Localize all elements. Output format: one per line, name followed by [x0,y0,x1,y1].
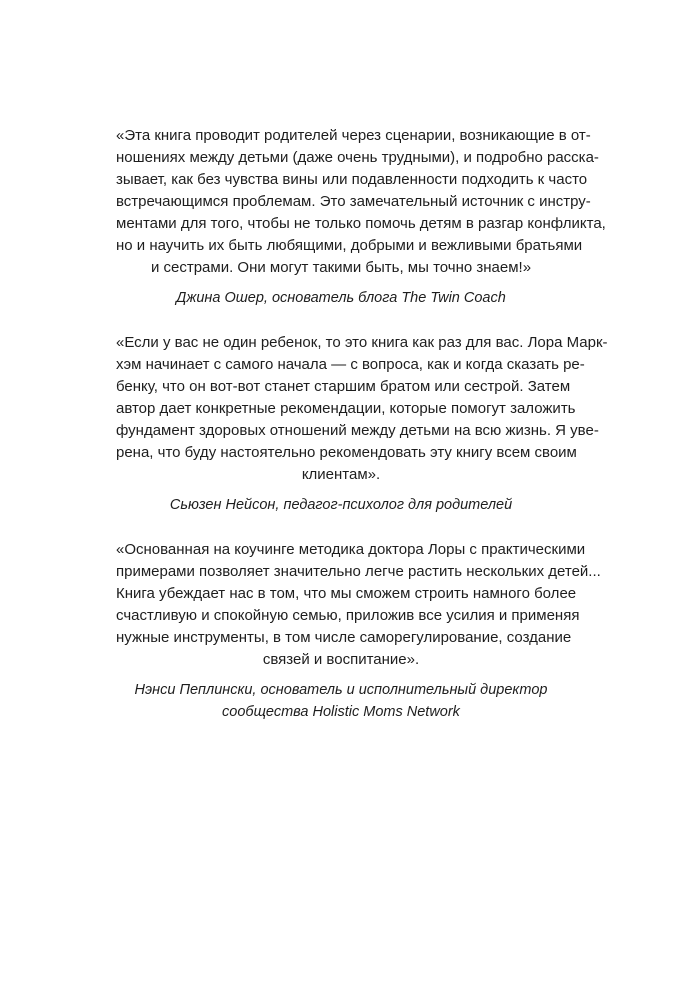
testimonial-3 [116,539,601,723]
quote-line: встречающимся проблемам. Это замечательный источник с инстру- [116,193,591,210]
testimonial-1 [116,125,606,309]
quote-line: ношениях между детьми (даже очень трудными), и подробно расска- [116,149,599,166]
quote-line: нужные инструменты, в том числе саморегулирование, создание [116,629,572,646]
quote-author: Сьюзен Нейсон, педагог-психолог для родителей [169,497,513,513]
quote-line: но и научить их быть любящими, добрыми и вежливыми братьями [116,237,583,254]
quote-author: Джина Ошер, основатель блога The Twin Coach [176,290,506,306]
quote-line: счастливую и спокойную семью, приложив все усилия и применяя [116,607,580,624]
quote-line: хэм начинает с самого начала — с вопроса, как и когда сказать ре- [116,356,585,373]
quote-line: Книга убеждает нас в том, что мы сможем строить намного более [116,585,577,602]
quote-line: автор дает конкретные рекомендации, которые помогут заложить [116,400,576,417]
testimonial-2 [116,332,608,516]
quote-line: клиентам». [301,466,381,483]
quote-line: «Эта книга проводит родителей через сценарии, возникающие в от- [116,127,591,144]
quote-line: фундамент здоровых отношений между детьми на всю жизнь. Я уве- [116,422,599,439]
quote-line: зывает, как без чувства вины или подавленности подходить к часто [116,171,588,188]
quote-author: сообщества Holistic Moms Network [222,704,460,720]
quote-line: рена, что буду настоятельно рекомендовать эту книгу всем своим [116,444,577,461]
quote-author: Нэнси Пеплински, основатель и исполнительный директор [134,682,548,698]
quote-line: ментами для того, чтобы не только помочь детям в разгар конфликта, [116,215,606,232]
quote-line: «Если у вас не один ребенок, то это книга как раз для вас. Лора Марк- [116,334,608,351]
quote-line: примерами позволяет значительно легче растить нескольких детей... [116,563,601,580]
quote-line: «Основанная на коучинге методика доктора Лоры с практическими [116,541,586,558]
quote-line: связей и воспитание». [262,651,420,668]
quote-line: бенку, что он вот-вот станет старшим братом или сестрой. Затем [116,378,571,395]
quote-line: и сестрами. Они могут такими быть, мы точно знаем!» [150,259,532,276]
